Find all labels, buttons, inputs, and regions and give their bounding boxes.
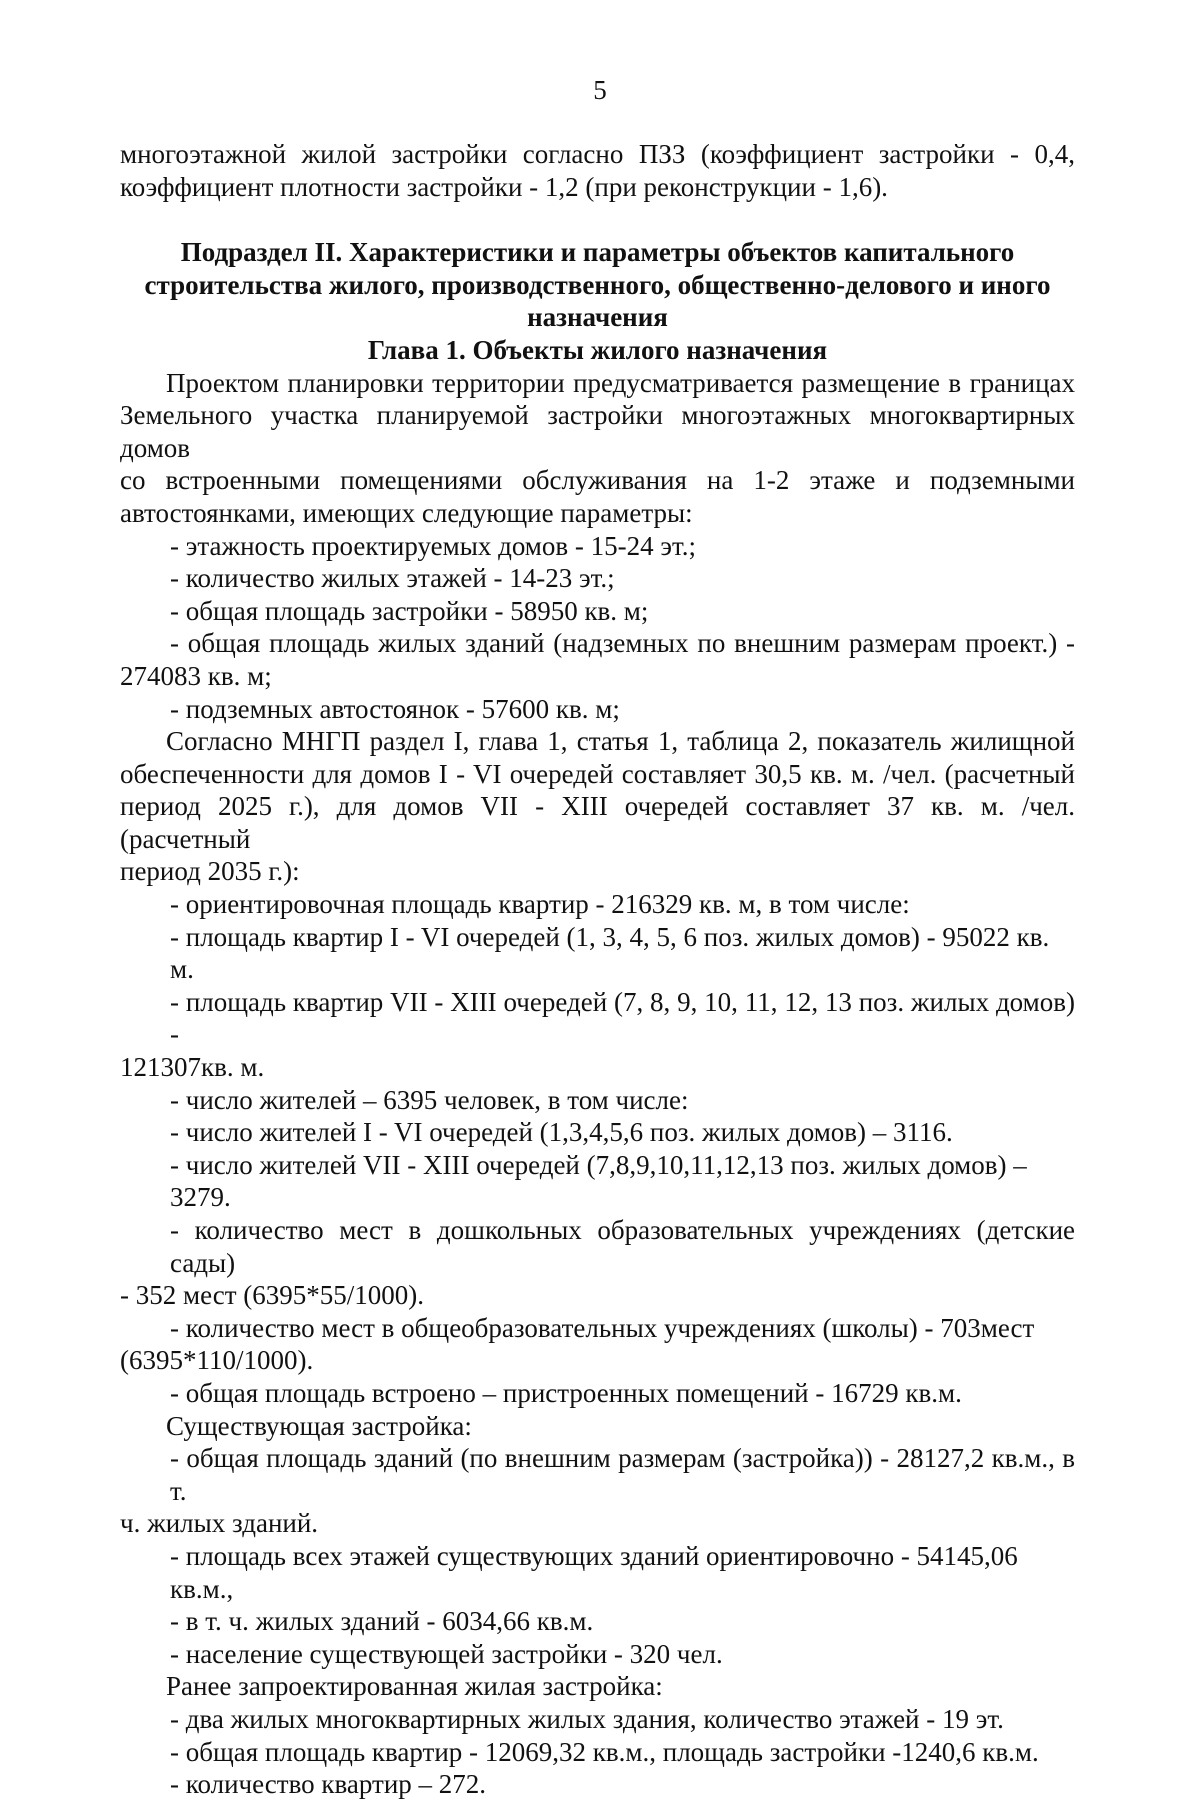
- paragraph-line: Проектом планировки территории предусматривается размещение в границах: [166, 367, 1075, 398]
- list-item: - площадь квартир I - VI очередей (1, 3, 4, 5, 6 поз. жилых домов) - 95022 кв. м.: [170, 921, 1050, 985]
- paragraph-line: Земельного участка планируемой застройки многоэтажных многоквартирных домов: [120, 400, 1075, 463]
- list-item-continuation: ч. жилых зданий.: [120, 1508, 319, 1539]
- paragraph-line: период 2035 г.):: [120, 856, 300, 887]
- intro-line: коэффициент плотности застройки - 1,2 (при реконструкции - 1,6).: [120, 171, 888, 202]
- paragraph-line: автостоянками, имеющих следующие параметры:: [120, 497, 693, 528]
- list-item: - количество мест в дошкольных образовательных учреждениях (детские сады): [170, 1215, 1075, 1278]
- list-item: - количество мест в общеобразовательных учреждениях (школы) - 703мест: [170, 1312, 1035, 1343]
- intro-line: многоэтажной жилой застройки согласно ПЗЗ (коэффициент застройки - 0,4,: [120, 139, 1075, 169]
- list-item: - население существующей застройки - 320 чел.: [170, 1638, 723, 1669]
- paragraph-line: Согласно МНГП раздел I, глава 1, статья 1, таблица 2, показатель жилищной: [166, 726, 1075, 757]
- section-label: Ранее запроектированная жилая застройка:: [166, 1671, 663, 1702]
- list-item: - этажность проектируемых домов - 15-24 эт.;: [170, 530, 696, 561]
- list-item: - общая площадь застройки - 58950 кв. м;: [170, 595, 649, 626]
- list-item: - общая площадь зданий (по внешним размерам (застройка)) - 28127,2 кв.м., в т.: [170, 1443, 1075, 1506]
- list-item: - общая площадь жилых зданий (надземных по внешним размерам проект.) -: [170, 628, 1075, 659]
- list-item: - в т. ч. жилых зданий - 6034,66 кв.м.: [170, 1606, 594, 1637]
- list-item: - площадь всех этажей существующих зданий ориентировочно - 54145,06 кв.м.,: [170, 1540, 1018, 1604]
- list-item: - два жилых многоквартирных жилых здания, количество этажей - 19 эт.: [170, 1703, 1004, 1734]
- paragraph-line: обеспеченности для домов I - VI очередей составляет 30,5 кв. м. /чел. (расчетный: [120, 758, 1075, 789]
- section-label: Существующая застройка:: [166, 1410, 472, 1441]
- list-item: - подземных автостоянок - 57600 кв. м;: [170, 693, 620, 724]
- subsection-heading-line: строительства жилого, производственного, общественно-делового и иного: [144, 269, 1051, 300]
- list-item: - число жителей – 6395 человек, в том числе:: [170, 1084, 689, 1115]
- page-number: 5: [593, 75, 607, 105]
- list-item: - площадь квартир VII - XIII очередей (7, 8, 9, 10, 11, 12, 13 поз. жилых домов) -: [170, 986, 1075, 1050]
- list-item-continuation: 121307кв. м.: [120, 1052, 265, 1083]
- list-item: - количество квартир – 272.: [170, 1769, 487, 1800]
- list-item: - число жителей VII - XIII очередей (7,8,9,10,11,12,13 поз. жилых домов) – 3279.: [170, 1149, 1027, 1213]
- chapter-heading: Глава 1. Объекты жилого назначения: [367, 334, 828, 365]
- list-item: - количество жилых этажей - 14-23 эт.;: [170, 563, 615, 594]
- list-item-continuation: 274083 кв. м;: [120, 660, 272, 691]
- list-item: - ориентировочная площадь квартир - 216329 кв. м, в том числе:: [170, 889, 910, 920]
- subsection-heading: [120, 236, 1075, 334]
- list-item: - общая площадь квартир - 12069,32 кв.м., площадь застройки -1240,6 кв.м.: [170, 1736, 1039, 1767]
- paragraph-line: период 2025 г.), для домов VII - XIII очередей составляет 37 кв. м. /чел. (расчетный: [120, 791, 1075, 854]
- subsection-heading-line: Подраздел II. Характеристики и параметры объектов капитального: [180, 237, 1015, 268]
- list-item: - число жителей I - VI очередей (1,3,4,5,6 поз. жилых домов) – 3116.: [170, 1117, 953, 1148]
- subsection-heading-line: назначения: [527, 302, 668, 333]
- list-item-continuation: - 352 мест (6395*55/1000).: [120, 1280, 425, 1311]
- document-body: [120, 138, 1075, 1801]
- paragraph-line: со встроенными помещениями обслуживания на 1-2 этаже и подземными: [120, 465, 1075, 496]
- list-item-continuation: (6395*110/1000).: [120, 1345, 314, 1376]
- list-item: - общая площадь встроено – пристроенных помещений - 16729 кв.м.: [170, 1377, 962, 1408]
